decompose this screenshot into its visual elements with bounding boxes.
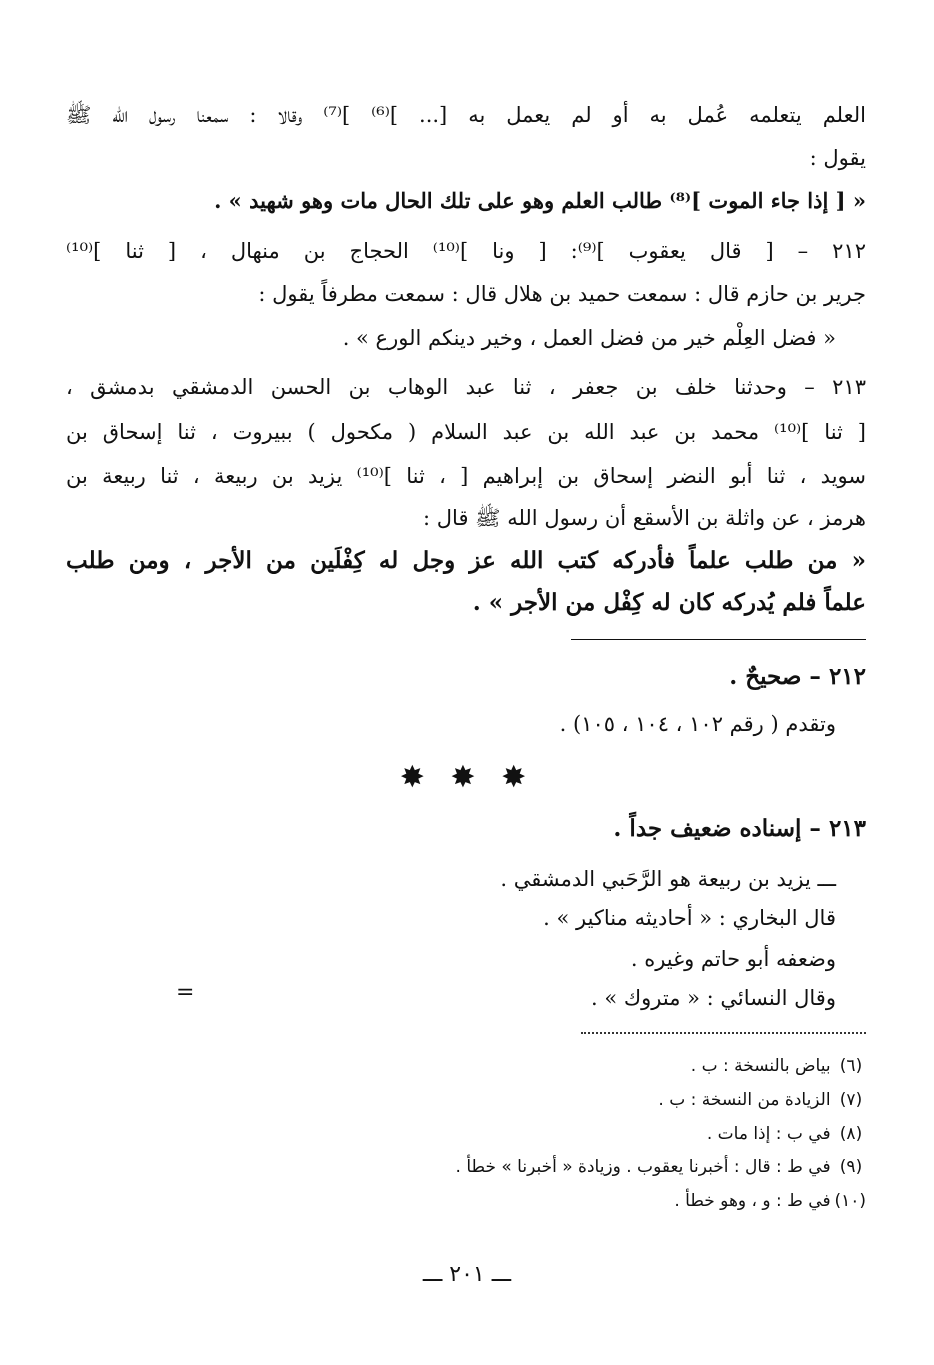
footnote-number: (٨)	[839, 1124, 863, 1144]
body-line-11: « من طلب علماً فأدركه كتب الله عز وجل له كِفْلَين من الأجر ، ومن طلب	[66, 547, 866, 574]
footnote-9	[456, 1154, 866, 1180]
body-line-5: جرير بن حازم قال : سمعت حميد بن هلال قال : سمعت مطرفاً يقول :	[258, 282, 866, 306]
footnote-number: (٦)	[839, 1056, 863, 1076]
note-213-line-2: قال البخاري : « أحاديثه مناكير » .	[543, 906, 836, 930]
star-divider: ✸ ✸ ✸	[399, 760, 535, 795]
page-number: ـــ ٢٠١ ـــ	[422, 1262, 512, 1287]
note-212-title: ٢١٢ – صحيحٌ .	[729, 663, 866, 690]
body-line-7: ٢١٣ – وحدثنا خلف بن جعفر ، ثنا عبد الوهاب بن الحسن الدمشقي بدمشق ،	[66, 375, 866, 399]
body-line-8: [ ثنا ]⁽¹⁰⁾ محمد بن عبد الله بن عبد السلام ( مكحول ) ببيروت ، ثنا إسحاق بن	[66, 420, 866, 444]
note-213-title: ٢١٣ – إسناده ضعيف جداً .	[613, 815, 866, 842]
body-line-9: سويد ، ثنا أبو النضر إسحاق بن إبراهيم [ ، ثنا ]⁽¹⁰⁾ يزيد بن ربيعة ، ثنا ربيعة بن	[66, 464, 866, 488]
body-line-6: « فضل العِلْم خير من فضل العمل ، وخير دينكم الورع » .	[342, 326, 836, 350]
note-213-line-4: وقال النسائي : « متروك » .	[590, 986, 836, 1010]
footnote-text: في ب : إذا مات .	[706, 1124, 831, 1144]
footnote-number: (١٠)	[834, 1191, 866, 1211]
equals-mark: =	[176, 980, 195, 1005]
footnote-text: بياض بالنسخة : ب .	[690, 1056, 831, 1076]
footnote-7	[658, 1087, 866, 1113]
footnote-text: في ط : قال : أخبرنا يعقوب . وزيادة « أخبرنا » خطأ .	[455, 1157, 831, 1177]
note-212-text: وتقدم ( رقم ١٠٢ ، ١٠٤ ، ١٠٥) .	[559, 712, 836, 736]
body-line-2: يقول :	[809, 146, 866, 170]
body-line-3: « [ إذا جاء الموت ]⁽⁸⁾ طالب العلم وهو على تلك الحال مات وهو شهيد » .	[214, 188, 866, 213]
footnote-10	[674, 1188, 866, 1214]
footnote-number: (٩)	[839, 1157, 863, 1177]
footnote-text: الزيادة من النسخة : ب .	[658, 1090, 831, 1110]
footnote-separator	[581, 1032, 866, 1034]
body-line-1: العلم يتعلمه عُمل به أو لم يعمل به [... ]⁽⁶⁾ ]⁽⁷⁾ وقالا : سمعنا رسول الله ﷺ	[66, 103, 866, 127]
body-line-10: هرمز ، عن واثلة بن الأسقع أن رسول الله ﷺ قال :	[423, 506, 866, 530]
section-separator	[571, 639, 866, 640]
body-line-12: علماً فلم يُدركه كان له كِفْل من الأجر » .	[472, 589, 866, 616]
note-213-line-1: ـــ يزيد بن ربيعة هو الرَّحَبي الدمشقي .	[500, 867, 836, 891]
footnote-8	[707, 1121, 866, 1147]
footnote-6	[691, 1053, 866, 1079]
note-213-line-3: وضعفه أبو حاتم وغيره .	[630, 947, 836, 971]
body-line-4: ٢١٢ – [ قال يعقوب ]⁽⁹⁾: [ ونا ]⁽¹⁰⁾ الحجاج بن منهال ، [ ثنا ]⁽¹⁰⁾	[66, 239, 866, 263]
footnote-text: في ط : و ، وهو خطأ .	[674, 1191, 831, 1211]
footnote-number: (٧)	[839, 1090, 863, 1110]
